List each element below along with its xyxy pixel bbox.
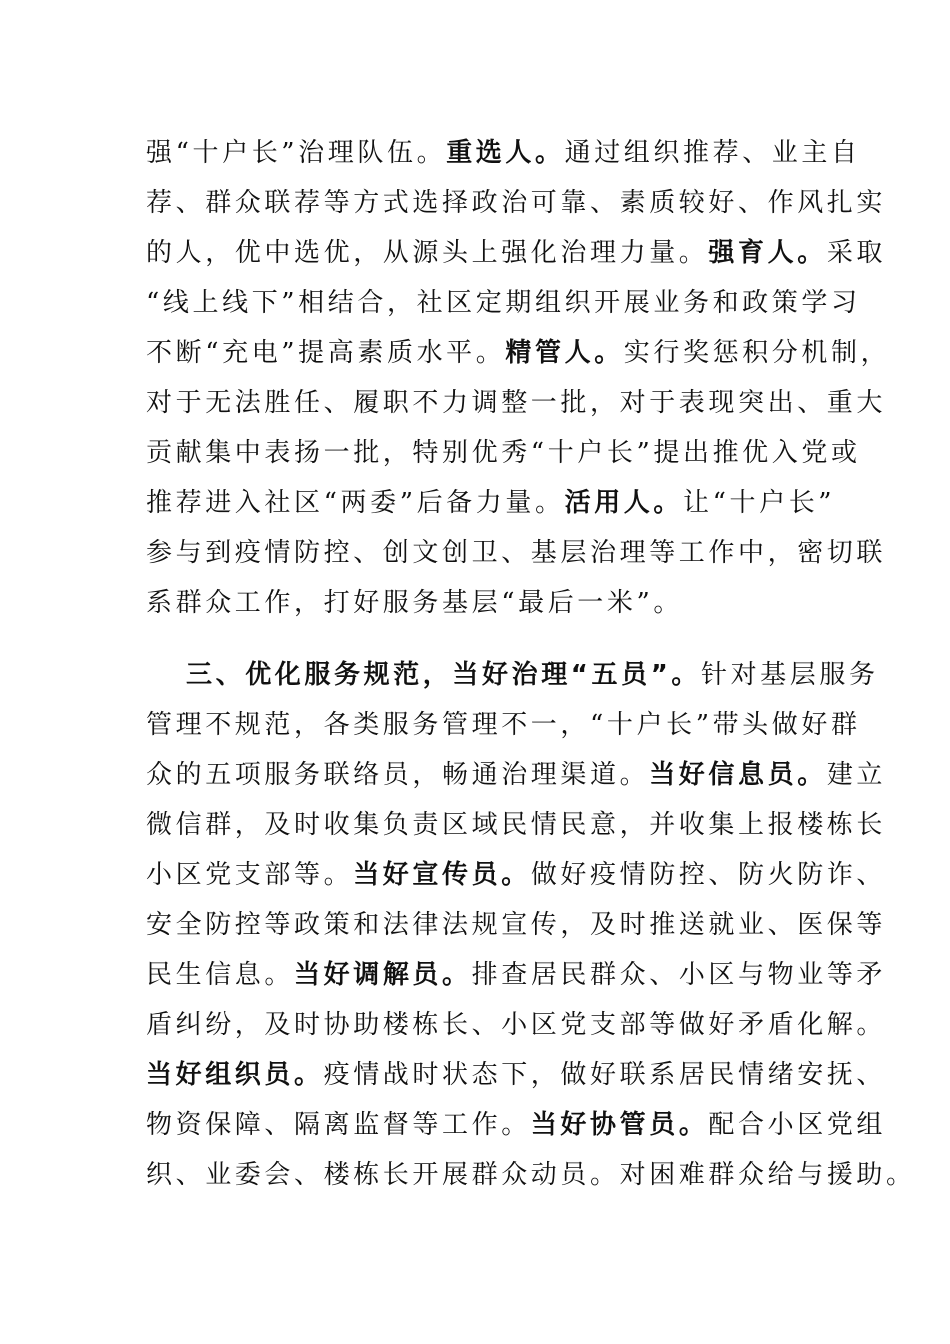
paragraph-team-building (146, 128, 891, 628)
text-run: 小区党支部等。 (146, 860, 354, 890)
text-run: 配合小区党组 (708, 1110, 887, 1140)
text-run: 推荐进入社区“两委”后备力量。 (146, 488, 565, 518)
text-run: 物资保障、隔离监督等工作。 (146, 1110, 531, 1140)
text-line (146, 850, 887, 900)
bold-heading: 当好协管员。 (530, 1110, 709, 1140)
bold-heading: 精管人。 (505, 338, 624, 368)
text-run: 通过组织推荐、业主自 (564, 138, 861, 168)
text-line (146, 228, 887, 278)
text-run: 建立 (826, 760, 887, 790)
text-line: 贡献集中表扬一批，特别优秀“十户长”提出推优入党或 (146, 438, 861, 468)
text-run: 做好疫情防控、防火防诈、 (530, 860, 887, 890)
paragraph-five-roles (146, 650, 916, 1200)
text-line (146, 750, 887, 800)
bold-heading: 当好信息员。 (649, 760, 827, 790)
text-line: 系群众工作，打好服务基层“最后一米”。 (146, 588, 683, 618)
text-line: 盾纠纷，及时协助楼栋长、小区党支部等做好矛盾化解。 (146, 1010, 887, 1040)
paragraph-spacer (146, 628, 826, 650)
text-line (146, 950, 887, 1000)
text-run: 排查居民群众、小区与物业等矛 (471, 960, 887, 990)
bold-heading: 当好宣传员。 (353, 860, 531, 890)
section-heading: 三、优化服务规范，当好治理“五员”。 (186, 660, 701, 690)
document-page (146, 128, 916, 1200)
text-line: 荐、群众联荐等方式选择政治可靠、素质较好、作风扎实 (146, 188, 887, 218)
text-run: 强“十户长”治理队伍。 (146, 138, 447, 168)
bold-heading: 当好组织员。 (146, 1060, 324, 1090)
text-run: 疫情战时状态下，做好联系居民情绪安抚、 (323, 1060, 887, 1090)
text-run: 不断“充电”提高素质水平。 (146, 338, 506, 368)
text-line: “线上线下”相结合，社区定期组织开展业务和政策学习 (146, 288, 861, 318)
bold-heading: 重选人。 (446, 138, 565, 168)
text-line: 管理不规范，各类服务管理不一，“十户长”带头做好群 (146, 710, 861, 740)
text-line (146, 1050, 887, 1100)
text-line: 对于无法胜任、履职不力调整一批，对于表现突出、重大 (146, 388, 887, 418)
text-line (146, 478, 836, 528)
bold-heading: 活用人。 (564, 488, 683, 518)
text-run: 众的五项服务联络员，畅通治理渠道。 (146, 760, 650, 790)
text-line: 参与到疫情防控、创文创卫、基层治理等工作中，密切联 (146, 538, 887, 568)
text-run: 实行奖惩积分机制， (623, 338, 891, 368)
text-line: 微信群，及时收集负责区域民情民意，并收集上报楼栋长 (146, 810, 887, 840)
bold-heading: 当好调解员。 (294, 960, 472, 990)
bold-heading: 强育人。 (708, 238, 827, 268)
text-run: 针对基层服务 (700, 660, 879, 690)
text-line (146, 1100, 887, 1150)
text-run: 让“十户长” (683, 488, 836, 518)
text-run: 民生信息。 (146, 960, 295, 990)
text-line (146, 128, 861, 178)
text-run: 采取 (826, 238, 887, 268)
text-line (146, 650, 879, 700)
text-line: 织、业委会、楼栋长开展群众动员。对困难群众给与援助。 (146, 1160, 916, 1190)
text-run: 的人，优中选优，从源头上强化治理力量。 (146, 238, 709, 268)
text-line (146, 328, 891, 378)
text-line: 安全防控等政策和法律法规宣传，及时推送就业、医保等 (146, 910, 887, 940)
